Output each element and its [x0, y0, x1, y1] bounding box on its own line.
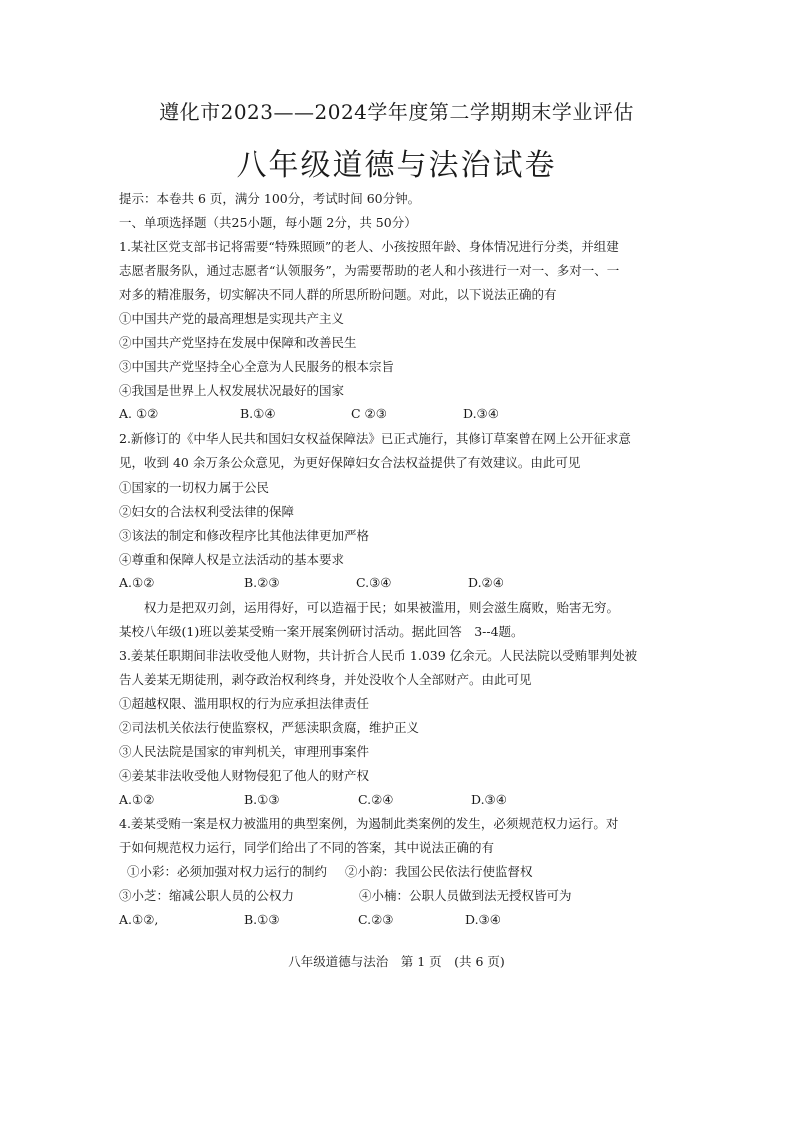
question-4-item: ②小韵：我国公民依法行使监督权 [345, 864, 533, 879]
question-4-item: ③小芝：缩减公职人员的公权力 [119, 888, 295, 903]
question-1-item: ②中国共产党坚持在发展中保障和改善民生 [119, 335, 357, 350]
option-b[interactable]: B.②③ [244, 575, 280, 590]
question-2-options [119, 574, 679, 592]
option-a[interactable]: A.①② [119, 575, 155, 590]
question-3-item: ②司法机关依法行使监察权，严惩渎职贪腐，维护正义 [119, 720, 420, 735]
question-4-options [119, 911, 679, 929]
question-2-item: ②妇女的合法权利受法律的保障 [119, 504, 295, 519]
question-2-item: ③该法的制定和修改程序比其他法律更加严格 [119, 528, 370, 543]
option-c[interactable]: C ②③ [351, 406, 387, 421]
question-4-items-row [119, 887, 679, 905]
question-2-stem-line: 见，收到 40 余万条公众意见，为更好保障妇女合法权益提供了有效建议。由此可见 [119, 455, 581, 470]
question-2-item: ①国家的一切权力属于公民 [119, 480, 270, 495]
question-1-item: ③中国共产党坚持全心全意为人民服务的根本宗旨 [119, 359, 395, 374]
option-c[interactable]: C.②③ [358, 912, 394, 927]
option-a[interactable]: A.①②, [119, 912, 159, 927]
question-3-item: ④姜某非法收受他人财物侵犯了他人的财产权 [119, 768, 370, 783]
question-2-item: ④尊重和保障人权是立法活动的基本要求 [119, 552, 345, 567]
option-a[interactable]: A.①② [119, 792, 155, 807]
option-b[interactable]: B.①③ [244, 912, 280, 927]
question-1-item: ④我国是世界上人权发展状况最好的国家 [119, 383, 345, 398]
question-1-options [119, 405, 679, 423]
question-4-item: ④小楠：公职人员做到法无授权皆可为 [359, 888, 572, 903]
question-1-stem-line: 志愿者服务队，通过志愿者“认领服务”，为需要帮助的老人和小孩进行一对一、多对一、一 [119, 263, 620, 278]
question-1-stem-line: 对多的精准服务，切实解决不同人群的所思所盼问题。对此，以下说法正确的有 [119, 287, 557, 302]
exam-header-title: 遵化市2023——2024学年度第二学期期末学业评估 [159, 100, 634, 124]
question-3-stem-line: 告人姜某无期徒刑，剥夺政治权利终身，并处没收个人全部财产。由此可见 [119, 672, 532, 687]
option-c[interactable]: C.②④ [358, 792, 394, 807]
section-heading: 一、单项选择题（共25小题，每小题 2分，共 50分） [119, 215, 417, 230]
option-c[interactable]: C.③④ [356, 575, 392, 590]
page-footer: 八年级道德与法治 第 1 页 (共 6 页) [288, 954, 505, 969]
exam-notice: 提示：本卷共 6 页，满分 100分，考试时间 60分钟。 [119, 191, 421, 206]
material-text-line: 某校八年级(1)班以姜某受贿一案开展案例研讨活动。据此回答 3--4题。 [119, 624, 524, 639]
question-3-item: ①超越权限、滥用职权的行为应承担法律责任 [119, 696, 370, 711]
option-a[interactable]: A. ①② [119, 406, 159, 421]
option-d[interactable]: D.②④ [468, 575, 504, 590]
material-text-line: 权力是把双刃剑，运用得好，可以造福于民；如果被滥用，则会滋生腐败，贻害无穷。 [119, 600, 620, 615]
question-1-stem-line: 1.某社区党支部书记将需要“特殊照顾”的老人、小孩按照年龄、身体情况进行分类，并组建 [119, 239, 619, 254]
question-4-items-row [119, 863, 679, 881]
option-d[interactable]: D.③④ [465, 912, 501, 927]
exam-subject-title: 八年级道德与法治试卷 [236, 148, 557, 183]
option-d[interactable]: D.③④ [463, 406, 499, 421]
question-1-item: ①中国共产党的最高理想是实现共产主义 [119, 311, 345, 326]
option-b[interactable]: B.①④ [240, 406, 276, 421]
question-4-stem-line: 于如何规范权力运行，同学们给出了不同的答案，其中说法正确的有 [119, 840, 495, 855]
question-4-stem-line: 4.姜某受贿一案是权力被滥用的典型案例，为遏制此类案例的发生，必须规范权力运行。对 [119, 816, 619, 831]
question-3-stem-line: 3.姜某任职期间非法收受他人财物，共计折合人民币 1.039 亿余元。人民法院以受贿罪判处被 [119, 648, 638, 663]
question-3-item: ③人民法院是国家的审判机关，审理刑事案件 [119, 744, 370, 759]
question-4-item: ①小彩：必须加强对权力运行的制约 [127, 864, 328, 879]
option-b[interactable]: B.①③ [244, 792, 280, 807]
question-3-options [119, 791, 679, 809]
question-2-stem-line: 2.新修订的《中华人民共和国妇女权益保障法》已正式施行，其修订草案曾在网上公开征求意 [119, 431, 631, 446]
option-d[interactable]: D.③④ [471, 792, 507, 807]
